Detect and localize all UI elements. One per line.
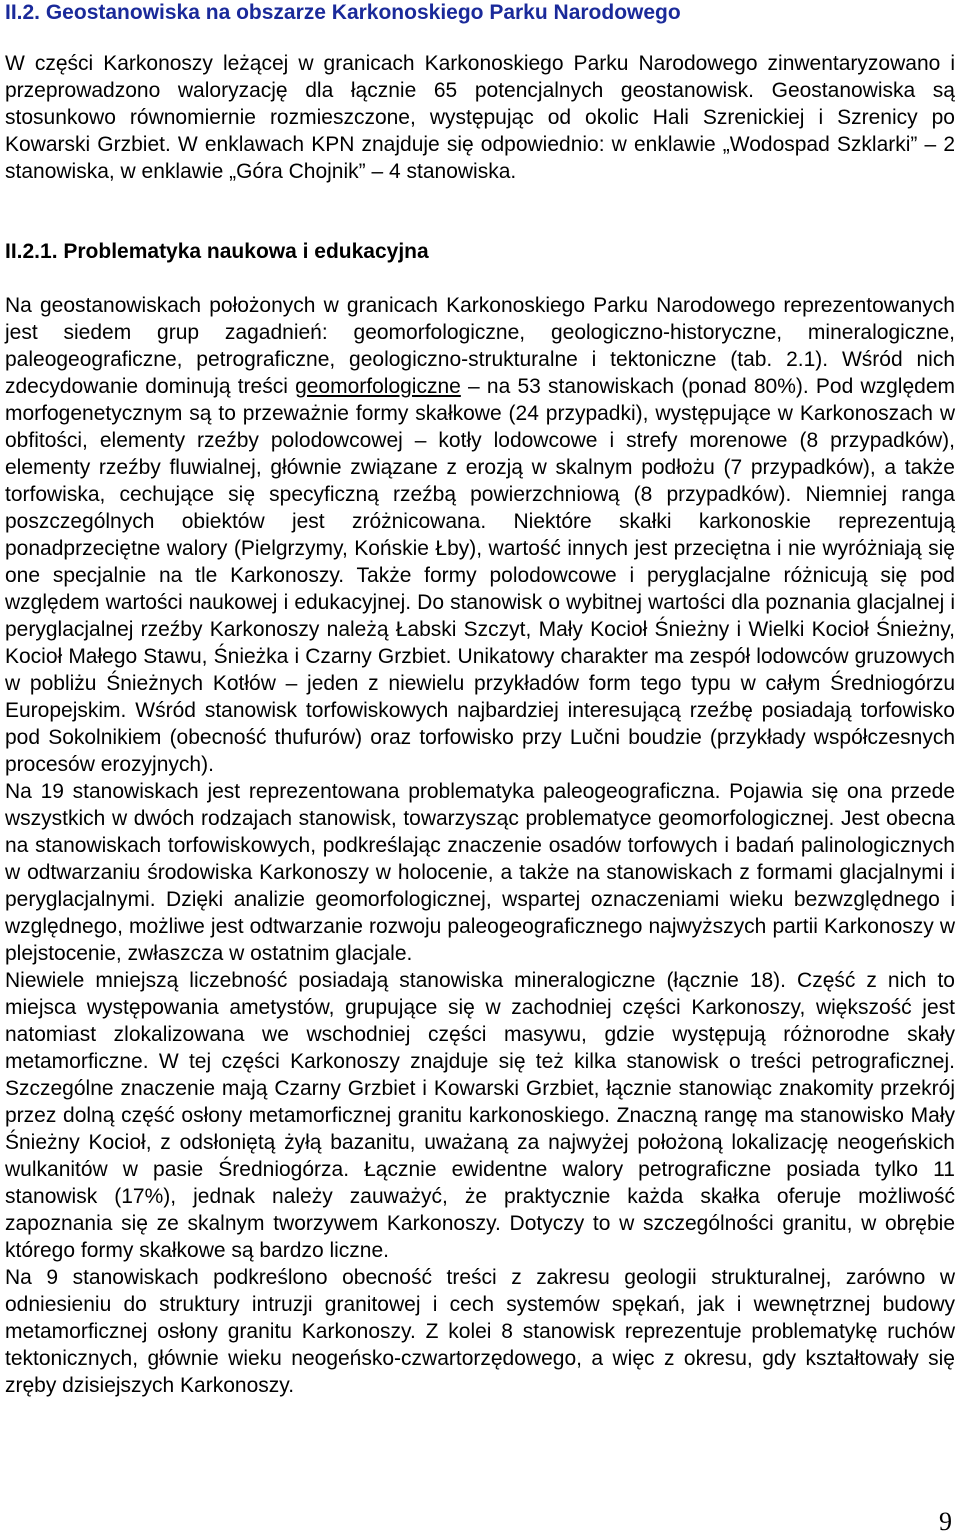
paragraph-geomorphology	[5, 292, 955, 778]
paragraph-paleogeography: Na 19 stanowiskach jest reprezentowana problematyka paleogeograficzna. Pojawia się ona przede wszystkich w dwóch rodzajach stanowisk, towarzysząc problematyce geomorfologicznej. Jest obecna na stanowiskach torfowiskowych, podkreślając znaczenie osadów torfowych i badań palinologicznych w odtwarzaniu środowiska Karkonoszy w holocenie, a także na stanowiskach z formami glacjalnymi i peryglacjalnymi. Dzięki analizie geomorfologicznej, wspartej oznaczeniami wieku bezwzględnego i względnego, możliwe jest odtwarzanie rozwoju paleogeograficznego najwyższych partii Karkonoszy w plejstocenie, zwłaszcza w ostatnim glacjale.	[5, 780, 955, 965]
paragraph-mineralogy: Niewiele mniejszą liczebność posiadają stanowiska mineralogiczne (łącznie 18). Część z nich to miejsca występowania ametystów, grupujące się w zachodniej części Karkonoszy, większość jest natomiast zlokalizowana we wschodniej części masywu, gdzie występują różnorodne skały metamorficzne. W tej części Karkonoszy znajduje się też kilka stanowisk o treści petrograficznej. Szczególne znaczenie mają Czarny Grzbiet i Kowarski Grzbiet, łącznie stanowiąc znakomity przekrój przez dolną część osłony metamorficznej granitu karkonoskiego. Znaczną rangę ma stanowisko Mały Śnieżny Kocioł, z odsłoniętą żyłą bazanitu, uważaną za najwyżej położoną lokalizację neogeńskich wulkanitów w pasie Średniogórza. Łącznie ewidentne walory petrograficzne posiada tylko 11 stanowisk (17%), jednak należy zauważyć, że praktycznie każda skałka oferuje możliwość zapoznania się ze skalnym tworzywem Karkonoszy. Dotyczy to w szczególności granitu, w obrębie którego formy skałkowe są bardzo liczne.	[5, 969, 955, 1262]
subsection-heading: II.2.1. Problematyka naukowa i edukacyjna	[5, 240, 429, 263]
paragraph-tectonics: Na 9 stanowiskach podkreślono obecność treści z zakresu geologii strukturalnej, zarówno w odniesieniu do struktury intruzji granitowej i cech systemów spękań, jak i wewnętrznej budowy metamorficznej osłony granitu Karkonoszy. Z kolei 8 stanowisk reprezentuje problematykę ruchów tektonicznych, głównie wieku neogeńsko-czwartorzędowego, a więc z okresu, gdy kształtowały się zręby dzisiejszych Karkonoszy.	[5, 1266, 955, 1397]
underlined-term: geomorfologiczne	[295, 375, 461, 398]
subsection-body	[5, 292, 955, 1399]
intro-block	[5, 50, 955, 185]
paragraph-text: Na geostanowiskach położonych w granicach Karkonoskiego Parku Narodowego reprezentowanych jest siedem grup zagadnień: geomorfologiczne, geologiczno-historyczne, mineralogiczne, paleogeograficzne, petrograficzne, geologiczno-strukturalne i tektoniczne (tab. 2.1). Wśród nich zdecydowanie dominują treści	[5, 294, 955, 398]
page-number: 9	[939, 1507, 952, 1536]
intro-paragraph: W części Karkonoszy leżącej w granicach Karkonoskiego Parku Narodowego zinwentaryzowano i przeprowadzono waloryzację dla łącznie 65 potencjalnych geostanowisk. Geostanowiska są stosunkowo równomiernie rozmieszczone, występując od okolic Hali Szrenickiej i Szrenicy po Kowarski Grzbiet. W enklawach KPN znajduje się odpowiednio: w enklawie „Wodospad Szklarki” – 2 stanowiska, w enklawie „Góra Chojnik” – 4 stanowiska.	[5, 52, 955, 183]
section-heading: II.2. Geostanowiska na obszarze Karkonoskiego Parku Narodowego	[5, 1, 681, 24]
paragraph-text: – na 53 stanowiskach (ponad 80%). Pod względem morfogenetycznym są to przeważnie formy skałkowe (24 przypadki), występujące w Karkonoszach w obfitości, elementy rzeźby polodowcowej – kotły lodowcowe i strefy morenowe (8 przypadków), elementy rzeźby fluwialnej, głównie związane z erozją w skalnym podłożu (7 przypadków), a także torfowiska, cechujące się specyficzną rzeźbą powierzchniową (8 przypadków). Niemniej ranga poszczególnych obiektów jest zróżnicowana. Niektóre skałki karkonoskie reprezentują ponadprzeciętne walory (Pielgrzymy, Końskie Łby), wartość innych jest przeciętna i nie wyróżniają się one specjalnie na tle Karkonoszy. Także formy polodowcowe i peryglacjalne różnicują się pod względem wartości naukowej i edukacyjnej. Do stanowisk o wybitnej wartości dla poznania glacjalnej i peryglacjalnej rzeźby Karkonoszy należą Łabski Szczyt, Mały Kocioł Śnieżny i Wielki Kocioł Śnieżny, Kocioł Małego Stawu, Śnieżka i Czarny Grzbiet. Unikatowy charakter ma zespół lodowców gruzowych w pobliżu Śnieżnych Kotłów – jeden z niewielu przykładów form tego typu w całym Średniogórzu Europejskim. Wśród stanowisk torfowiskowych najbardziej interesującą rzeźbę posiadają torfowisko pod Sokolnikiem (obecność thufurów) oraz torfowisko przy Lučni boudzie (przykłady współczesnych procesów erozyjnych).	[5, 375, 955, 776]
